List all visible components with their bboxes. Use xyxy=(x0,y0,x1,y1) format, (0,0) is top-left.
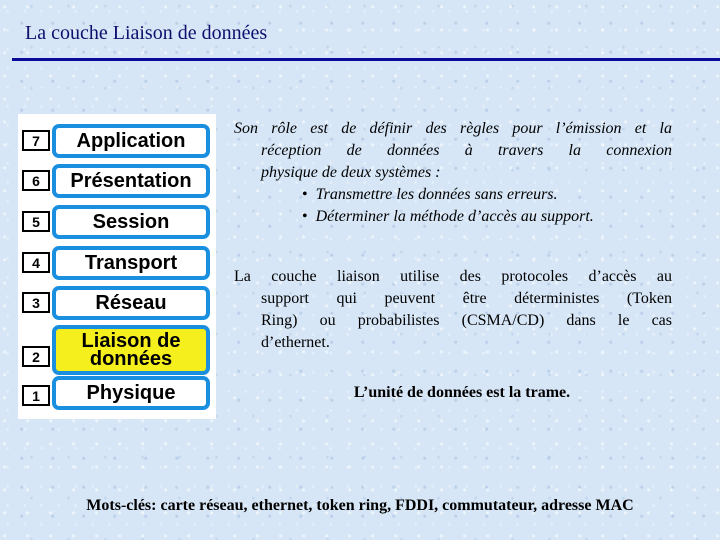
osi-layer-7 xyxy=(22,124,212,158)
layer-number: 1 xyxy=(22,385,50,406)
text-line: d’ethernet. xyxy=(261,334,330,351)
layer-number: 5 xyxy=(22,211,50,232)
text-line: Ring) ou probabilistes (CSMA/CD) dans le cas xyxy=(261,312,672,329)
keywords-line: Mots-clés: carte réseau, ethernet, token ring, FDDI, commutateur, adresse MAC xyxy=(86,497,634,514)
osi-layer-3 xyxy=(22,286,212,320)
bullet-text: Déterminer la méthode d’accès au support. xyxy=(315,208,594,225)
role-paragraph xyxy=(234,118,672,228)
protocol-paragraph xyxy=(234,266,672,354)
layer-number: 6 xyxy=(22,170,50,191)
title-divider xyxy=(12,58,720,61)
layer-number: 4 xyxy=(22,252,50,273)
text-line: réception de données à travers la connexion xyxy=(261,142,672,159)
layer-label: Réseau xyxy=(52,286,210,320)
slide-title: La couche Liaison de données xyxy=(25,22,268,44)
osi-layer-stack xyxy=(18,114,216,419)
layer-label-highlighted xyxy=(52,325,210,375)
bullet-icon: • xyxy=(302,186,308,203)
text-line: La couche liaison utilise des protocoles d’accès au xyxy=(234,268,672,285)
bullet-text: Transmettre les données sans erreurs. xyxy=(315,186,558,203)
layer-number: 3 xyxy=(22,292,50,313)
bullet-item xyxy=(234,184,672,206)
osi-layer-6 xyxy=(22,164,212,198)
osi-layer-1 xyxy=(22,376,212,410)
text-line: Son rôle est de définir des règles pour l’émission et la xyxy=(234,120,672,137)
layer-number: 2 xyxy=(22,346,50,367)
layer-label: Transport xyxy=(52,246,210,280)
bullet-icon: • xyxy=(302,208,308,225)
layer-label: Application xyxy=(52,124,210,158)
layer-number: 7 xyxy=(22,130,50,151)
layer-label-line: Liaison de xyxy=(81,330,181,352)
osi-layer-4 xyxy=(22,246,212,280)
unit-statement: L’unité de données est la trame. xyxy=(353,384,571,401)
layer-label: Session xyxy=(52,205,210,239)
layer-label: Physique xyxy=(52,376,210,410)
text-line: physique de deux systèmes : xyxy=(261,164,441,181)
layer-label-line: données xyxy=(89,348,173,370)
osi-layer-2 xyxy=(22,325,212,375)
layer-label: Présentation xyxy=(52,164,210,198)
bullet-item xyxy=(234,206,672,228)
text-line: support qui peuvent être déterministes (Token xyxy=(261,290,672,307)
osi-layer-5 xyxy=(22,205,212,239)
